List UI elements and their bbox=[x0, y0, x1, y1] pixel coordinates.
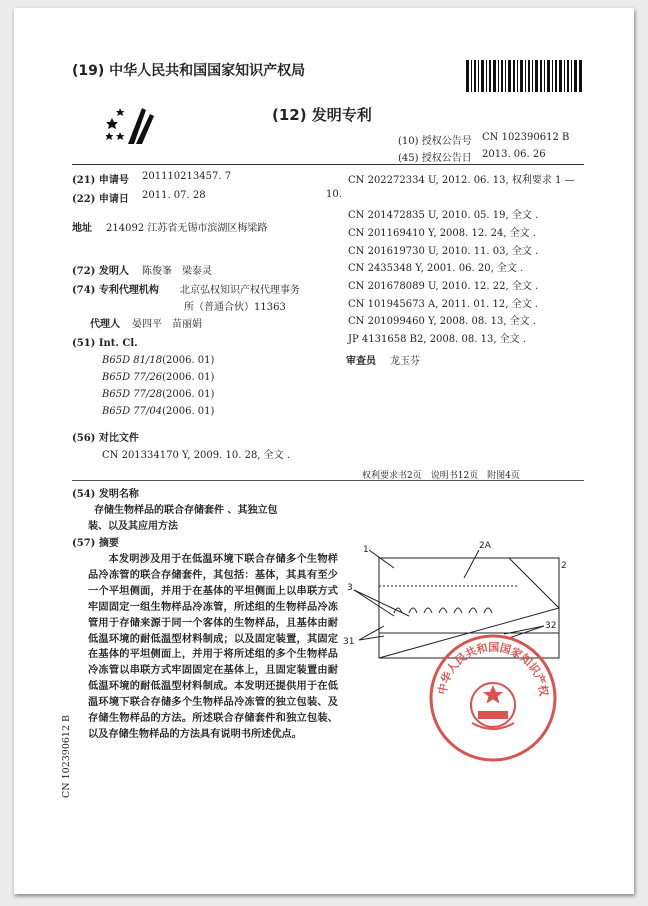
application-number: 201110213457. 7 bbox=[142, 171, 232, 182]
ipc-row bbox=[102, 389, 214, 400]
right-citation: CN 2435348 Y, 2001. 06. 20, 全文 . bbox=[348, 263, 524, 274]
ipc-date: (2006. 01) bbox=[162, 389, 215, 400]
address-label: 地址 bbox=[72, 223, 92, 234]
right-citation: CN 201472835 U, 2010. 05. 19, 全文 . bbox=[348, 210, 539, 221]
fig-label-1: 1 bbox=[363, 545, 369, 555]
document-type: (12) 发明专利 bbox=[272, 106, 372, 124]
application-number-label: (21) 申请号 bbox=[72, 175, 129, 186]
invention-name-line1: 存储生物样品的联合存储套件 、其独立包 bbox=[94, 505, 278, 516]
right-citation: CN 201619730 U, 2010. 11. 03, 全文 . bbox=[348, 246, 539, 257]
ipc-date: (2006. 01) bbox=[162, 355, 215, 366]
section-rule bbox=[72, 480, 584, 481]
inventors-label: (72) 发明人 bbox=[72, 266, 129, 277]
right-citation: CN 201169410 Y, 2008. 12. 24, 全文 . bbox=[348, 228, 537, 239]
abstract-label: (57) 摘要 bbox=[72, 538, 119, 549]
right-citation-first-cont: 10. bbox=[326, 189, 342, 200]
agency-label: (74) 专利代理机构 bbox=[72, 285, 159, 296]
ipc-label: (51) Int. Cl. bbox=[72, 338, 138, 349]
inventors: 陈俊峯 梁泰灵 bbox=[142, 266, 212, 277]
cnipa-logo bbox=[106, 104, 162, 148]
fig-label-2A: 2A bbox=[479, 541, 491, 551]
grant-number-label: (10) 授权公告号 bbox=[398, 136, 472, 147]
grant-number: CN 102390612 B bbox=[482, 132, 570, 143]
fig-label-2: 2 bbox=[561, 561, 567, 571]
fig-label-32: 32 bbox=[545, 621, 557, 631]
office-name: (19) 中华人民共和国国家知识产权局 bbox=[72, 63, 306, 79]
page-counts: 权利要求书2页 说明书12页 附图4页 bbox=[362, 471, 520, 481]
agency-line1: 北京弘权知识产权代理事务 bbox=[180, 285, 300, 296]
ipc-code: B65D 77/28 bbox=[102, 389, 163, 400]
ipc-code: B65D 81/18 bbox=[102, 355, 163, 366]
application-date: 2011. 07. 28 bbox=[142, 190, 206, 201]
invention-name-label: (54) 发明名称 bbox=[72, 489, 139, 500]
ipc-date: (2006. 01) bbox=[162, 406, 215, 417]
seal-text: 中华人民共和国国家知识产权 bbox=[435, 640, 551, 697]
official-seal bbox=[428, 633, 558, 763]
citations-label: (56) 对比文件 bbox=[72, 433, 139, 444]
invention-name-line2: 装、以及其应用方法 bbox=[88, 521, 178, 532]
header-rule bbox=[72, 164, 584, 165]
grant-date: 2013. 06. 26 bbox=[482, 149, 546, 160]
citation-first: CN 201334170 Y, 2009. 10. 28, 全文 . bbox=[102, 450, 291, 461]
ipc-row bbox=[102, 355, 214, 366]
fig-label-31: 31 bbox=[343, 637, 355, 647]
side-patent-number: CN 102390612 B bbox=[61, 715, 72, 798]
svg-text:中华人民共和国国家知识产权局 bbox=[428, 633, 551, 698]
agents: 晏四平 苗丽娟 bbox=[132, 319, 202, 330]
examiner-label: 审查员 bbox=[346, 356, 376, 367]
right-citation: CN 101945673 A, 2011. 01. 12, 全文 . bbox=[348, 299, 538, 310]
agent-label: 代理人 bbox=[90, 319, 120, 330]
fig-label-3: 3 bbox=[347, 583, 353, 593]
right-citation: CN 201099460 Y, 2008. 08. 13, 全文 . bbox=[348, 316, 537, 327]
right-citation: CN 201678089 U, 2010. 12. 22, 全文 . bbox=[348, 281, 539, 292]
ipc-code: B65D 77/04 bbox=[102, 406, 163, 417]
barcode bbox=[466, 60, 582, 92]
application-date-label: (22) 申请日 bbox=[72, 194, 129, 205]
ipc-code: B65D 77/26 bbox=[102, 372, 163, 383]
agency-line2: 所（普通合伙）11363 bbox=[184, 302, 286, 313]
ipc-row bbox=[102, 406, 214, 417]
abstract-text: 本发明涉及用于在低温环境下联合存储多个生物样品冷冻管的联合存储套件，其包括：基体，其具有至少一个平坦侧面，并用于在基体的平坦侧面上以串联方式牢固固定一组生物样品冷冻管，所述组的生物样品冷冻管用于存储来源于同一个客体的生物样品，且基体由耐低温环境的耐低温型材料制成；以及固定装置，其固定在基体的平坦侧面上，并用于将所述组的多个生物样品冷冻管以串联方式牢固固定在基体上，且固定装置由耐低温环境的耐低温型材料制成。本发明还提供用于在低温环境下联合存储多个生物样品冷冻管的独立包装、及存储生物样品的方法。所述联合存储套件和独立包装、以及存储生物样品的方法具有说明书所述优点。 bbox=[88, 553, 338, 740]
examiner: 龙玉芬 bbox=[390, 356, 420, 367]
ipc-row bbox=[102, 372, 214, 383]
patent-page bbox=[14, 8, 634, 894]
address: 214092 江苏省无锡市滨湖区梅梁路 bbox=[106, 223, 268, 234]
ipc-date: (2006. 01) bbox=[162, 372, 215, 383]
right-citation: JP 4131658 B2, 2008. 08. 13, 全文 . bbox=[348, 334, 527, 345]
grant-date-label: (45) 授权公告日 bbox=[398, 153, 472, 164]
right-citation-first: CN 202272334 U, 2012. 06. 13, 权利要求 1 — bbox=[348, 175, 575, 186]
